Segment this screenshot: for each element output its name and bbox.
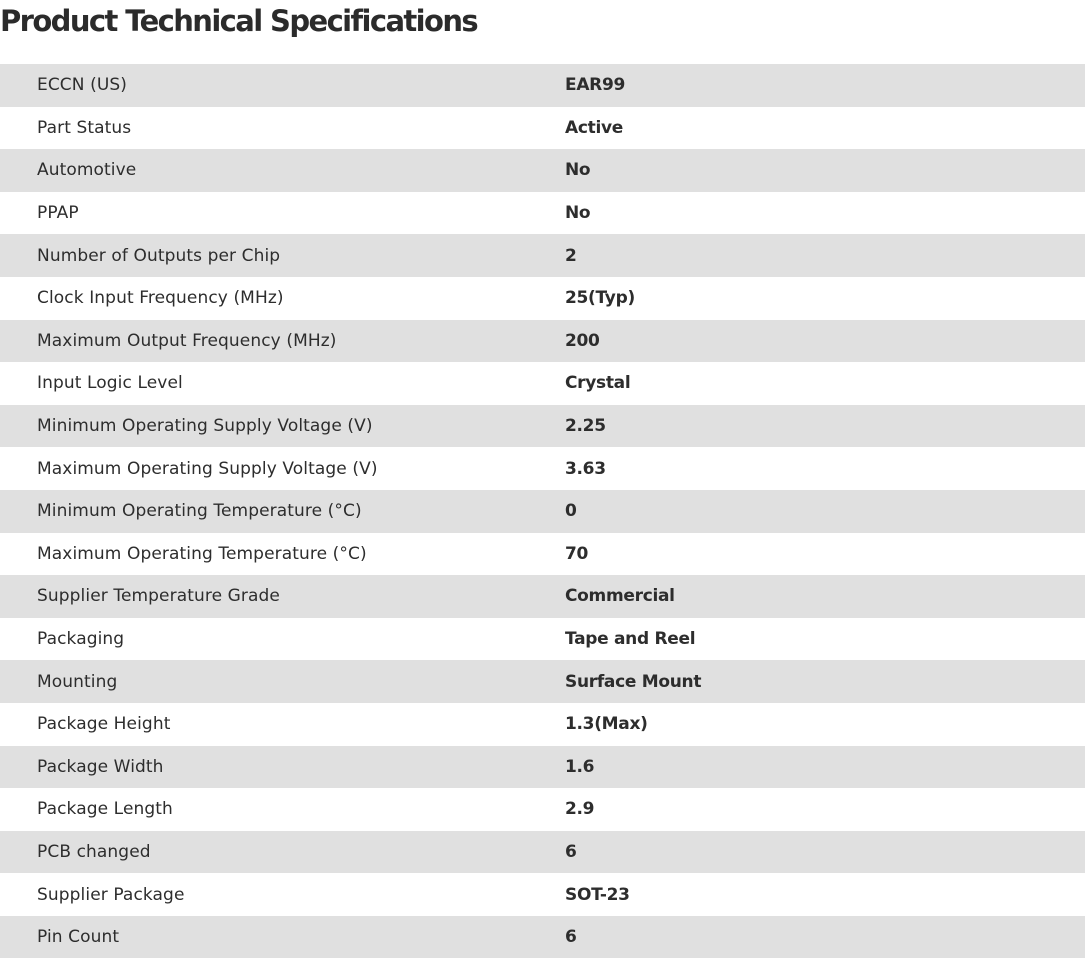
spec-value: 2	[565, 245, 577, 266]
spec-label: Pin Count	[37, 927, 120, 948]
spec-value: Active	[565, 117, 623, 138]
spec-label: PPAP	[37, 203, 79, 224]
spec-row-max-operating-temperature	[0, 533, 1085, 576]
spec-value: 1.3(Max)	[565, 714, 648, 735]
spec-value: 2.9	[565, 799, 595, 820]
spec-row-package-length	[0, 788, 1085, 831]
spec-value: 0	[565, 501, 577, 522]
spec-table	[0, 64, 1085, 958]
spec-row-max-output-frequency	[0, 320, 1085, 363]
spec-label: Package Height	[37, 714, 171, 735]
spec-row-supplier-package	[0, 873, 1085, 916]
spec-value: No	[565, 203, 591, 224]
spec-row-package-height	[0, 703, 1085, 746]
spec-label: Maximum Operating Temperature (°C)	[37, 543, 367, 564]
spec-value: SOT-23	[565, 884, 630, 905]
spec-label: Input Logic Level	[37, 373, 183, 394]
spec-label: Minimum Operating Temperature (°C)	[37, 501, 362, 522]
spec-value: 70	[565, 543, 589, 564]
spec-value: EAR99	[565, 75, 626, 96]
spec-value: 1.6	[565, 756, 595, 777]
spec-row-ppap	[0, 192, 1085, 235]
spec-label: Minimum Operating Supply Voltage (V)	[37, 416, 373, 437]
spec-label: Automotive	[37, 160, 137, 181]
spec-row-input-logic-level	[0, 362, 1085, 405]
spec-value: Surface Mount	[565, 671, 702, 692]
spec-row-outputs-per-chip	[0, 234, 1085, 277]
spec-label: ECCN (US)	[37, 75, 128, 96]
spec-value: 6	[565, 927, 577, 948]
spec-row-eccn	[0, 64, 1085, 107]
spec-label: Mounting	[37, 671, 118, 692]
spec-label: Maximum Operating Supply Voltage (V)	[37, 458, 378, 479]
spec-row-pcb-changed	[0, 831, 1085, 874]
spec-value: 3.63	[565, 458, 606, 479]
spec-label: Supplier Temperature Grade	[37, 586, 280, 607]
spec-row-clock-input-frequency	[0, 277, 1085, 320]
spec-label: Package Width	[37, 756, 164, 777]
spec-value: 6	[565, 841, 577, 862]
spec-row-automotive	[0, 149, 1085, 192]
spec-label: Number of Outputs per Chip	[37, 245, 281, 266]
spec-value: 2.25	[565, 416, 606, 437]
spec-label: Supplier Package	[37, 884, 185, 905]
spec-label: PCB changed	[37, 841, 151, 862]
spec-row-part-status	[0, 107, 1085, 150]
spec-label: Clock Input Frequency (MHz)	[37, 288, 284, 309]
spec-row-min-supply-voltage	[0, 405, 1085, 448]
spec-value: Commercial	[565, 586, 675, 607]
spec-row-max-supply-voltage	[0, 447, 1085, 490]
spec-row-mounting	[0, 660, 1085, 703]
spec-row-packaging	[0, 618, 1085, 661]
spec-value: Tape and Reel	[565, 629, 696, 650]
spec-label: Part Status	[37, 117, 132, 138]
spec-label: Packaging	[37, 629, 125, 650]
spec-table-body	[0, 64, 1085, 958]
spec-label: Maximum Output Frequency (MHz)	[37, 330, 337, 351]
spec-value: No	[565, 160, 591, 181]
spec-value: 25(Typ)	[565, 288, 635, 309]
spec-row-package-width	[0, 746, 1085, 789]
spec-row-min-operating-temperature	[0, 490, 1085, 533]
spec-value: Crystal	[565, 373, 631, 394]
spec-row-supplier-temperature-grade	[0, 575, 1085, 618]
spec-value: 200	[565, 330, 600, 351]
page-title: Product Technical Specifications	[0, 4, 478, 38]
spec-label: Package Length	[37, 799, 173, 820]
